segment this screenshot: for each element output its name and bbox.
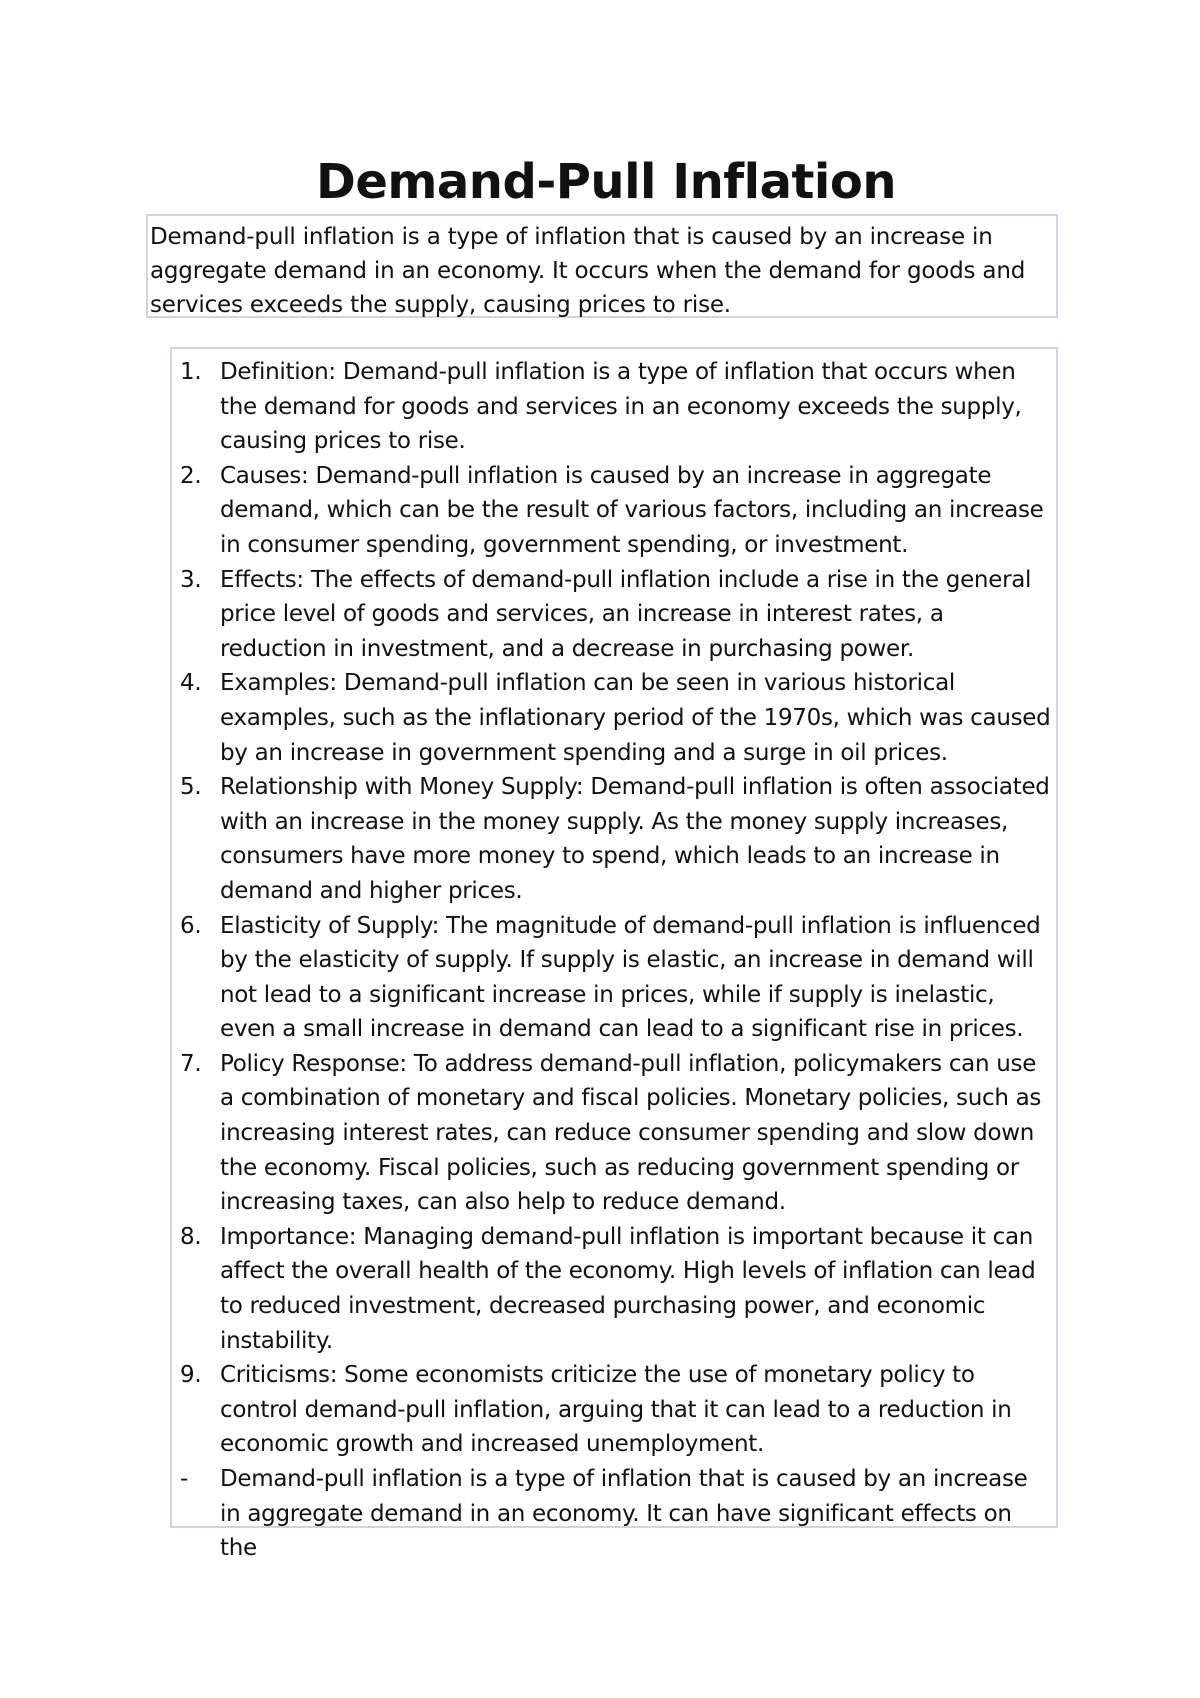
list-marker: 9. <box>180 1362 202 1389</box>
list-item-text: Relationship with Money Supply: Demand-pull inflation is often associated with an increase in the money supply. As the money supply increases, consumers have more money to spend, which leads to an increase in demand and higher prices. <box>220 774 1050 904</box>
list-marker: 8. <box>180 1223 202 1250</box>
list-item-text: Causes: Demand-pull inflation is caused by an increase in aggregate demand, which can be the result of various factors, including an increase in consumer spending, government spending, or investment. <box>220 462 1044 558</box>
list-item <box>172 909 1052 1047</box>
list-marker: 1. <box>180 359 202 385</box>
list-text-box <box>170 347 1058 1562</box>
list-marker: 4. <box>180 670 202 697</box>
list-marker: 5. <box>180 774 202 801</box>
list-marker: 7. <box>180 1050 202 1077</box>
list-item-text: Importance: Managing demand-pull inflation is important because it can affect the overall health of the economy. High levels of inflation can lead to reduced investment, decreased purchasing power, and economic instability. <box>220 1223 1036 1354</box>
list-item <box>172 1358 1052 1462</box>
list-item <box>172 1220 1052 1358</box>
list-item <box>172 1047 1052 1220</box>
list-item <box>172 563 1052 667</box>
list-item-text: Definition: Demand-pull inflation is a type of inflation that occurs when the demand for goods and services in an economy exceeds the supply, causing prices to rise. <box>220 359 1022 455</box>
list-item-text: Demand-pull inflation is a type of inflation that is caused by an increase in aggregate demand in an economy. It can have significant effects on the <box>220 1466 1028 1562</box>
list-item <box>172 666 1052 770</box>
list-item-text: Criticisms: Some economists criticize the use of monetary policy to control demand-pull inflation, arguing that it can lead to a reduction in economic growth and increased unemployment. <box>220 1362 1012 1458</box>
list-item-text: Elasticity of Supply: The magnitude of demand-pull inflation is influenced by the elasticity of supply. If supply is elastic, an increase in demand will not lead to a significant increase in prices, while if supply is inelastic, even a small increase in demand can lead to a significant rise in prices. <box>220 912 1041 1043</box>
list-marker: 6. <box>180 912 202 939</box>
list-item <box>172 355 1052 459</box>
list-item-text: Examples: Demand-pull inflation can be seen in various historical examples, such as the inflationary period of the 1970s, which was caused by an increase in government spending and a surge in oil prices. <box>220 670 1051 766</box>
list-marker: 3. <box>180 566 202 593</box>
document-title: Demand-Pull Inflation <box>315 154 897 210</box>
list-item <box>172 459 1052 563</box>
intro-paragraph: Demand-pull inflation is a type of inflation that is caused by an increase in aggregate demand in an economy. It occurs when the demand for goods and services exceeds the supply, causing prices to rise. <box>150 224 1026 318</box>
list-item <box>172 1462 1052 1566</box>
list-marker: - <box>180 1466 188 1492</box>
list-item-text: Policy Response: To address demand-pull inflation, policymakers can use a combination of monetary and fiscal policies. Monetary policies, such as increasing interest rates, can reduce consumer spending and slow down the economy. Fiscal policies, such as reducing government spending or increasing taxes, can also help to reduce demand. <box>220 1050 1042 1216</box>
list-marker: 2. <box>180 462 202 489</box>
list-item <box>172 770 1052 908</box>
intro-text-box <box>146 214 1058 318</box>
numbered-list <box>172 355 1052 1566</box>
list-item-text: Effects: The effects of demand-pull inflation include a rise in the general price level of goods and services, an increase in interest rates, a reduction in investment, and a decrease in purchasing power. <box>220 566 1032 662</box>
